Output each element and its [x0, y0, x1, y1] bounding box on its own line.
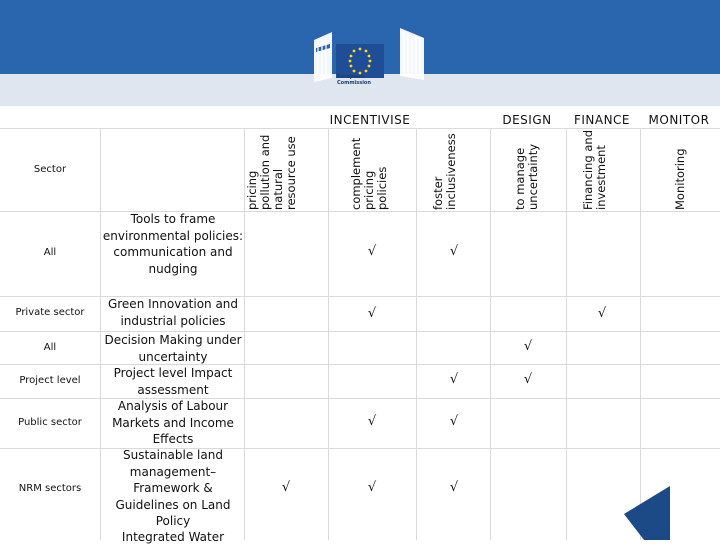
row-tool: Sustainable land management– Framework & Guidelines on Land Policy: [115, 448, 231, 529]
grid-line: [640, 128, 641, 540]
column-header-sector: Sector: [33, 164, 67, 175]
check-mark: √: [597, 306, 607, 321]
row-tool: Tools to frame environmental policies: communication and nudging: [102, 212, 244, 276]
eu-flag-icon: [310, 18, 428, 100]
column-header-financing: Financing and investment: [581, 130, 608, 210]
grid-line: [490, 128, 491, 540]
check-mark: √: [281, 480, 291, 495]
logo-line1: European: [337, 74, 364, 80]
row-tool: Green Innovation and industrial policies: [107, 297, 239, 328]
check-mark: √: [523, 372, 533, 387]
row-tool: Analysis of Labour Markets and Income Effects: [112, 399, 234, 447]
logo-line2: Commission: [337, 80, 371, 86]
grid-line: [416, 128, 417, 540]
check-mark: √: [449, 480, 459, 495]
row-sector: Project level: [19, 375, 81, 386]
row-tool: Decision Making under uncertainty: [104, 333, 242, 364]
check-mark: √: [449, 414, 459, 429]
grid-line: [100, 128, 101, 540]
group-design: DESIGN: [502, 113, 552, 127]
row-tool: Project level Impact assessment: [113, 366, 233, 397]
group-monitor: MONITOR: [648, 113, 710, 127]
group-finance: FINANCE: [573, 113, 631, 127]
check-mark: √: [367, 414, 377, 429]
grid-line: [566, 128, 567, 540]
column-header-monitoring: Monitoring: [673, 148, 687, 210]
check-mark: √: [367, 306, 377, 321]
column-header-pricing: pricing pollution and natural resource use: [245, 134, 298, 210]
column-header-complement: complement pricing policies: [349, 137, 389, 210]
check-mark: √: [523, 339, 533, 354]
check-mark: √: [449, 244, 459, 259]
row-sector: All: [43, 247, 57, 258]
row-sector: Public sector: [18, 417, 82, 428]
column-header-foster: foster inclusiveness: [431, 133, 458, 210]
row-sector: All: [43, 342, 57, 353]
row-sector: NRM sectors: [18, 483, 82, 494]
next-slide-triangle-icon[interactable]: [624, 486, 670, 540]
check-mark: √: [367, 480, 377, 495]
column-header-uncertainty: to manage uncertainty: [513, 143, 540, 210]
check-mark: √: [449, 372, 459, 387]
logo-text: [337, 74, 397, 86]
grid-line: [328, 128, 329, 540]
row-sector: Private sector: [15, 307, 85, 318]
row-tool: Integrated Water: [121, 530, 225, 544]
check-mark: √: [367, 244, 377, 259]
group-incentivise: INCENTIVISE: [329, 113, 411, 127]
